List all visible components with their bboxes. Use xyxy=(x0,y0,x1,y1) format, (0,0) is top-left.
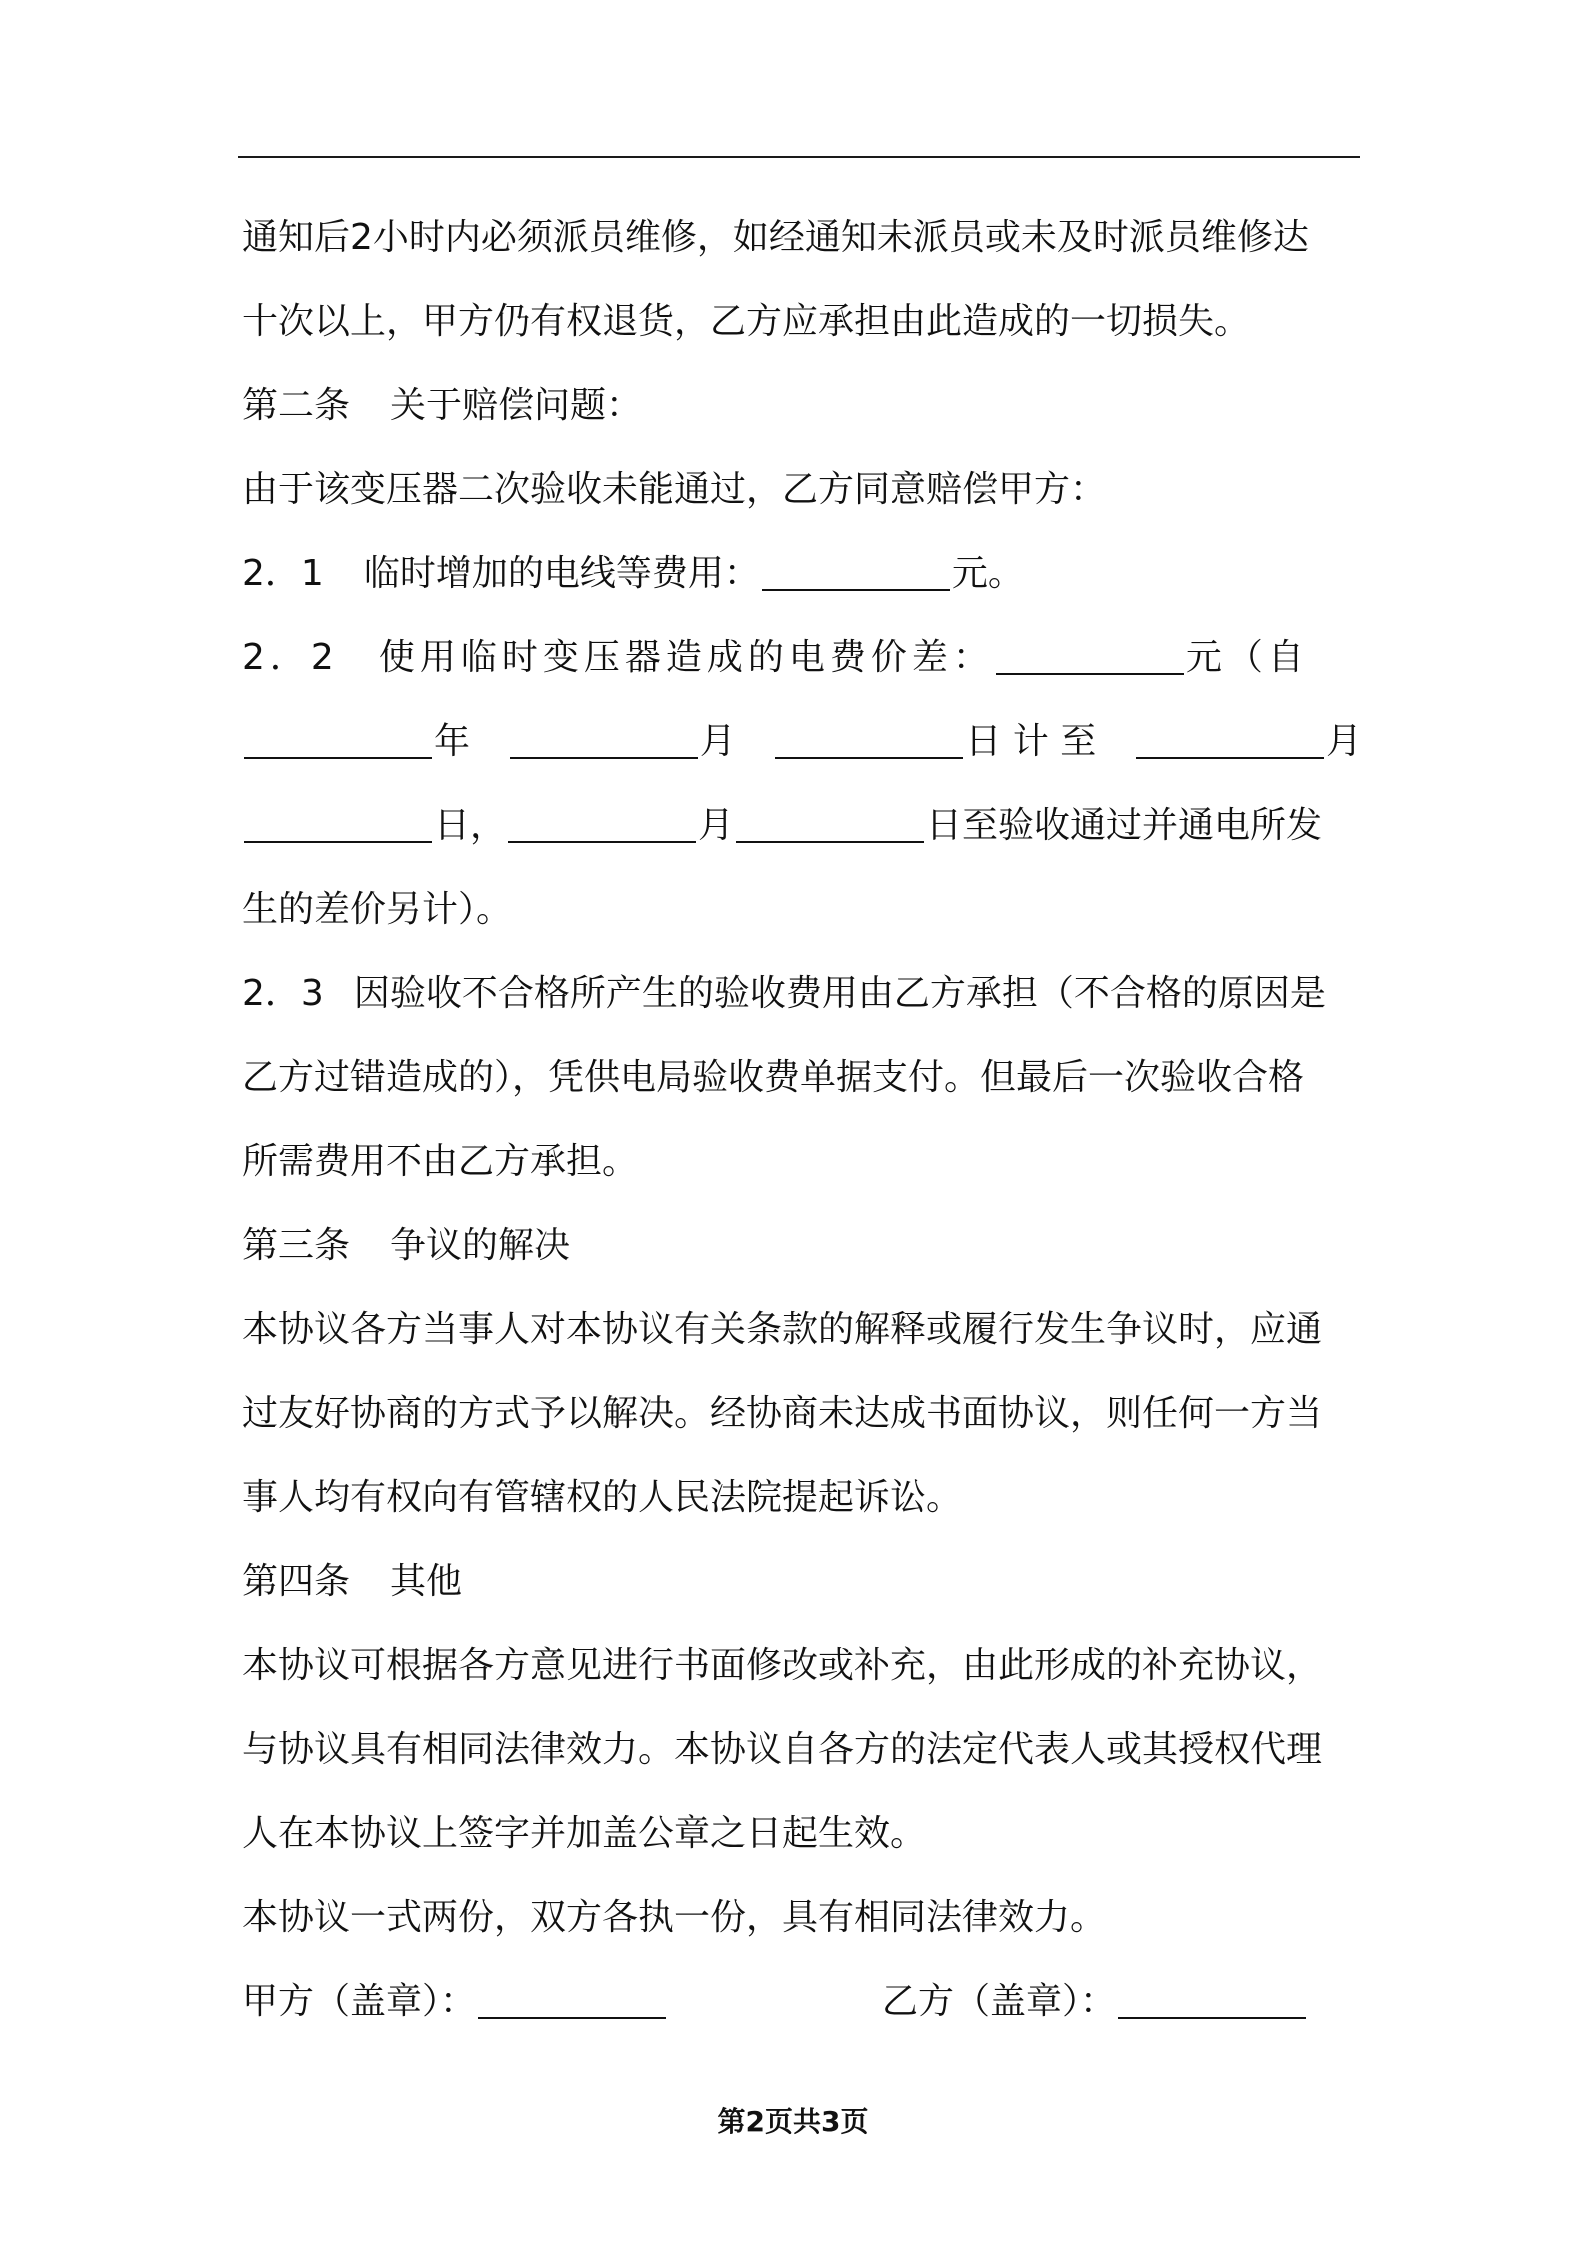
text: 事人均有权向有管辖权的人民法院提起诉讼。 xyxy=(242,1477,963,1518)
clause-number: 2．1 xyxy=(242,553,324,594)
text: 本协议各方当事人对本协议有关条款的解释或履行发生争议时，应通 xyxy=(242,1309,1323,1350)
fill-blank[interactable] xyxy=(762,589,950,591)
paragraph-line xyxy=(242,1624,1362,1708)
clause-number: 2．2 xyxy=(242,637,339,678)
text: 月 xyxy=(1325,721,1362,762)
signature-row xyxy=(242,1960,1362,2044)
article-heading: 其他 xyxy=(390,1561,463,1602)
signature-label: 乙方（盖章）： xyxy=(882,1981,1117,2022)
fill-blank[interactable] xyxy=(1136,757,1324,759)
clause-text: 临时增加的电线等费用： xyxy=(363,553,760,594)
text: 过友好协商的方式予以解决。经协商未达成书面协议，则任何一方当 xyxy=(242,1393,1323,1434)
fill-blank[interactable] xyxy=(244,841,432,843)
text: 年 xyxy=(434,721,471,762)
text: 元。 xyxy=(951,553,1024,594)
document-body xyxy=(242,196,1362,2044)
text: 月 xyxy=(698,805,735,846)
paragraph-line xyxy=(242,1372,1362,1456)
clause-text: 因验收不合格所产生的验收费用由乙方承担（不合格的原因是 xyxy=(353,973,1326,1014)
paragraph-line xyxy=(242,784,1362,868)
article-heading: 关于赔偿问题： xyxy=(390,385,643,426)
clause-2-2 xyxy=(242,616,1362,700)
party-b-signature xyxy=(882,1960,1308,2044)
clause-number: 2．3 xyxy=(242,973,324,1014)
paragraph-line xyxy=(242,1792,1362,1876)
header-rule xyxy=(238,156,1360,158)
text: 乙方过错造成的），凭供电局验收费单据支付。但最后一次验收合格 xyxy=(242,1057,1305,1098)
text: 通知后2小时内必须派员维修，如经通知未派员或未及时派员维修达 xyxy=(242,217,1309,258)
paragraph-line xyxy=(242,1288,1362,1372)
paragraph-line xyxy=(242,1036,1362,1120)
text: 月 xyxy=(699,721,736,762)
article-number: 第三条 xyxy=(242,1225,351,1266)
paragraph-line xyxy=(242,196,1362,280)
text: 本协议可根据各方意见进行书面修改或补充，由此形成的补充协议， xyxy=(242,1645,1323,1686)
article-number: 第二条 xyxy=(242,385,351,426)
fill-blank[interactable] xyxy=(996,673,1184,675)
article-3-title xyxy=(242,1204,1362,1288)
clause-text: 使用临时变压器造成的电费价差： xyxy=(378,637,994,678)
signature-blank[interactable] xyxy=(478,2017,666,2019)
paragraph-line xyxy=(242,1876,1362,1960)
paragraph-line xyxy=(242,1456,1362,1540)
text: 生的差价另计）。 xyxy=(242,889,513,930)
text: 与协议具有相同法律效力。本协议自各方的法定代表人或其授权代理 xyxy=(242,1729,1323,1770)
text: 日至验收通过并通电所发 xyxy=(926,805,1323,846)
article-number: 第四条 xyxy=(242,1561,351,1602)
text: 日， xyxy=(434,805,507,846)
signature-label: 甲方（盖章）： xyxy=(242,1981,477,2022)
article-2-title xyxy=(242,364,1362,448)
party-a-signature xyxy=(242,1960,882,2044)
clause-2-1 xyxy=(242,532,1362,616)
text: 日 计 至 xyxy=(965,721,1097,762)
fill-blank[interactable] xyxy=(736,841,924,843)
paragraph-line xyxy=(242,280,1362,364)
fill-blank[interactable] xyxy=(510,757,698,759)
fill-blank[interactable] xyxy=(244,757,432,759)
fill-blank[interactable] xyxy=(508,841,696,843)
page-number: 第2页共3页 xyxy=(717,2105,869,2138)
text: 本协议一式两份，双方各执一份，具有相同法律效力。 xyxy=(242,1897,1107,1938)
article-heading: 争议的解决 xyxy=(390,1225,571,1266)
paragraph-line xyxy=(242,448,1362,532)
clause-2-3 xyxy=(242,952,1362,1036)
paragraph-line xyxy=(242,700,1362,784)
signature-blank[interactable] xyxy=(1118,2017,1306,2019)
text: 所需费用不由乙方承担。 xyxy=(242,1141,639,1182)
text: 由于该变压器二次验收未能通过，乙方同意赔偿甲方： xyxy=(242,469,1107,510)
text: 十次以上，甲方仍有权退货，乙方应承担由此造成的一切损失。 xyxy=(242,301,1251,342)
paragraph-line xyxy=(242,1120,1362,1204)
paragraph-line xyxy=(242,868,1362,952)
fill-blank[interactable] xyxy=(775,757,963,759)
article-4-title xyxy=(242,1540,1362,1624)
text: 人在本协议上签字并加盖公章之日起生效。 xyxy=(242,1813,927,1854)
paragraph-line xyxy=(242,1708,1362,1792)
text: 元（自 xyxy=(1185,637,1309,678)
